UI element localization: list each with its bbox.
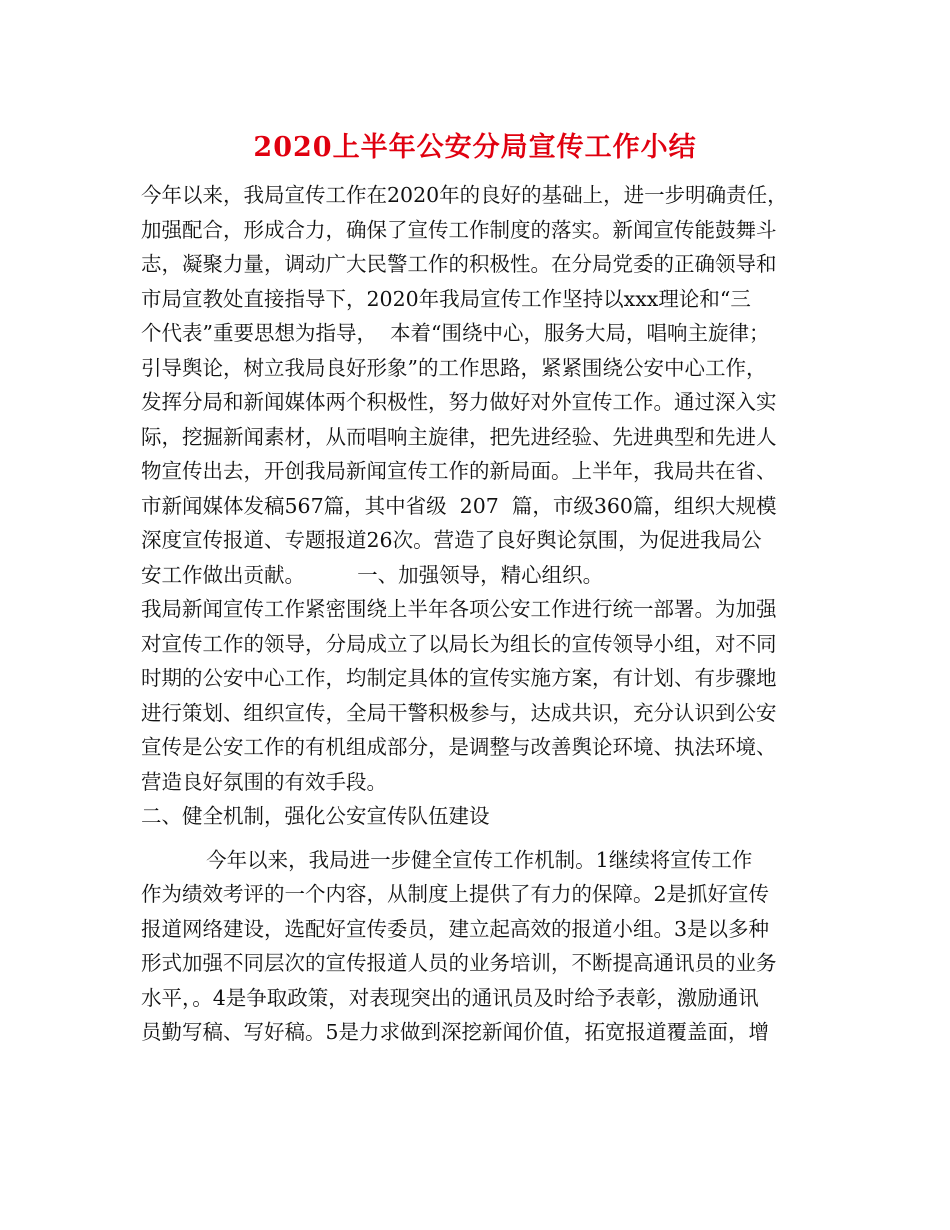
body-line: 形式加强不同层次的宣传报道人员的业务培训，不断提高通讯员的业务 [141,951,777,975]
body-line: 深度宣传报道、专题报道26次。营造了良好舆论氛围，为促进我局公 [141,528,762,552]
body-line: 进行策划、组织宣传，全局干警积极参与，达成共识，充分认识到公安 [141,700,777,725]
body-line: 加强配合，形成合力，确保了宣传工作制度的落实。新闻宣传能鼓舞斗 [141,217,777,242]
document-body [141,178,831,1050]
body-line: 个代表”重要思想为指导， 本着“围绕中心，服务大局，唱响主旋律； [141,321,770,345]
body-line: 志，凝聚力量，调动广大民警工作的积极性。在分局党委的正确领导和 [141,252,777,276]
body-line: 员勤写稿、写好稿。5是力求做到深挖新闻价值，拓宽报道覆盖面，增 [141,1020,770,1044]
body-line: 宣传是公安工作的有机组成部分，是调整与改善舆论环境、执法环境、 [141,735,777,759]
body-line: 对宣传工作的领导，分局成立了以局长为组长的宣传领导小组，对不同 [141,631,777,656]
section-heading: 二、健全机制，强化公安宣传队伍建设 [141,804,490,828]
body-line: 引导舆论，树立我局良好形象”的工作思路，紧紧围绕公安中心工作， [141,355,767,380]
body-line: 安工作做出贡献。 一、加强领导，精心组织。 [141,562,604,587]
body-line: 我局新闻宣传工作紧密围绕上半年各项公安工作进行统一部署。为加强 [141,597,777,621]
body-line: 作为绩效考评的一个内容，从制度上提供了有力的保障。2是抓好宣传 [141,882,770,906]
body-line: 市局宣教处直接指导下，2020年我局宣传工作坚持以xxx理论和“三 [141,286,751,311]
body-line: 水平，。4是争取政策，对表现突出的通讯员及时给予表彰，激励通讯 [141,985,759,1010]
body-line: 时期的公安中心工作，均制定具体的宣传实施方案，有计划、有步骤地 [141,666,777,690]
body-line: 际，挖掘新闻素材，从而唱响主旋律，把先进经验、先进典型和先进人 [141,424,777,449]
page-title: 2020上半年公安分局宣传工作小结 [253,132,697,163]
body-line: 市新闻媒体发稿567篇，其中省级 207 篇，市级360篇，组织大规模 [141,493,777,518]
body-line: 今年以来，我局宣传工作在2020年的良好的基础上，进一步明确责任， [141,183,788,207]
body-line: 今年以来，我局进一步健全宣传工作机制。1继续将宣传工作 [141,847,753,872]
body-line: 报道网络建设，选配好宣传委员，建立起高效的报道小组。3是以多种 [141,916,770,941]
body-line: 营造良好氛围的有效手段。 [141,769,387,794]
body-line: 物宣传出去，开创我局新闻宣传工作的新局面。上半年，我局共在省、 [141,459,777,483]
body-line: 发挥分局和新闻媒体两个积极性，努力做好对外宣传工作。通过深入实 [141,390,777,414]
